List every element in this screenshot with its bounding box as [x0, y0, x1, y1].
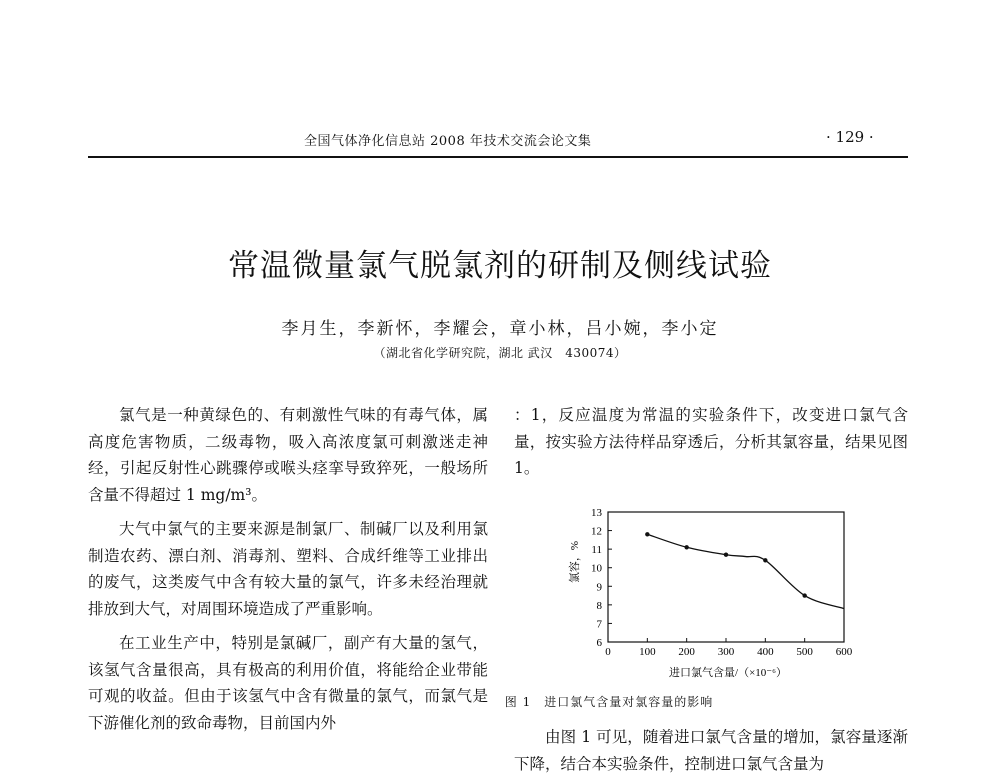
- x-axis-label: 进口氯气含量/（×10⁻⁶）: [669, 667, 787, 679]
- figure-caption: 图 1 进口氯气含量对氯容量的影响: [504, 695, 714, 709]
- running-header: 全国气体净化信息站 2008 年技术交流会论文集: [304, 134, 592, 149]
- data-point: [802, 593, 806, 597]
- x-tick-label: 600: [835, 646, 853, 658]
- x-tick-label: 0: [605, 646, 611, 658]
- y-axis-label: 氯容，%: [569, 540, 581, 584]
- affiliation: （湖北省化学研究院，湖北 武汉 430074）: [373, 346, 627, 360]
- y-tick-label: 9: [596, 581, 602, 594]
- paragraph: 由图 1 可见，随着进口氯气含量的增加，氯容量逐渐下降，结合本实验条件，控制进口氯气含量为: [514, 728, 908, 773]
- line-chart: [560, 500, 860, 700]
- x-tick-label: 200: [678, 646, 695, 658]
- paragraph: 氯气是一种黄绿色的、有刺激性气味的有毒气体，属高度危害物质，二级毒物，吸入高浓度氯可刺激迷走神经，引起反射性心跳骤停或喉头痉挛导致猝死，一般场所含量不得超过 1 mg/m³。: [88, 406, 488, 504]
- y-tick-label: 11: [591, 544, 602, 557]
- y-tick-label: 12: [591, 525, 602, 538]
- x-tick-label: 500: [796, 646, 813, 658]
- paper-title: 常温微量氯气脱氯剂的研制及侧线试验: [228, 248, 772, 284]
- x-tick-label: 400: [757, 646, 774, 658]
- y-tick-label: 13: [591, 507, 602, 519]
- y-tick-label: 10: [591, 562, 602, 575]
- figure-1: [560, 500, 860, 700]
- right-column: [514, 402, 908, 490]
- data-point: [645, 532, 649, 536]
- data-point: [724, 553, 728, 557]
- paragraph: ：1，反应温度为常温的实验条件下，改变进口氯气含量，按实验方法待样品穿透后，分析其氯容量，结果见图 1。: [514, 406, 908, 477]
- series-line: [647, 534, 844, 608]
- right-column-continued: [514, 724, 908, 777]
- paragraph: 在工业生产中，特别是氯碱厂，副产有大量的氢气，该氢气含量很高，具有极高的利用价值，将能给企业带能可观的收益。但由于该氢气中含有微量的氯气，而氯气是下游催化剂的致命毒物，目前国内外: [88, 634, 488, 732]
- authors: 李月生，李新怀，李耀会，章小林，吕小婉，李小定: [281, 319, 719, 339]
- x-tick-label: 300: [717, 646, 735, 658]
- y-tick-label: 8: [596, 599, 602, 612]
- x-tick-label: 100: [639, 646, 656, 658]
- data-point: [684, 545, 688, 549]
- data-point: [763, 558, 767, 562]
- paragraph: 大气中氯气的主要来源是制氯厂、制碱厂以及利用氯制造农药、漂白剂、消毒剂、塑料、合成纤维等工业排出的废气，这类废气中含有较大量的氯气，许多未经治理就排放到大气，对周围环境造成了严重影响。: [88, 520, 488, 618]
- y-tick-label: 7: [596, 618, 602, 631]
- y-tick-label: 6: [596, 637, 602, 649]
- page-number: · 129 ·: [826, 128, 874, 146]
- plot-frame: [608, 512, 844, 642]
- header-rule: [88, 156, 908, 158]
